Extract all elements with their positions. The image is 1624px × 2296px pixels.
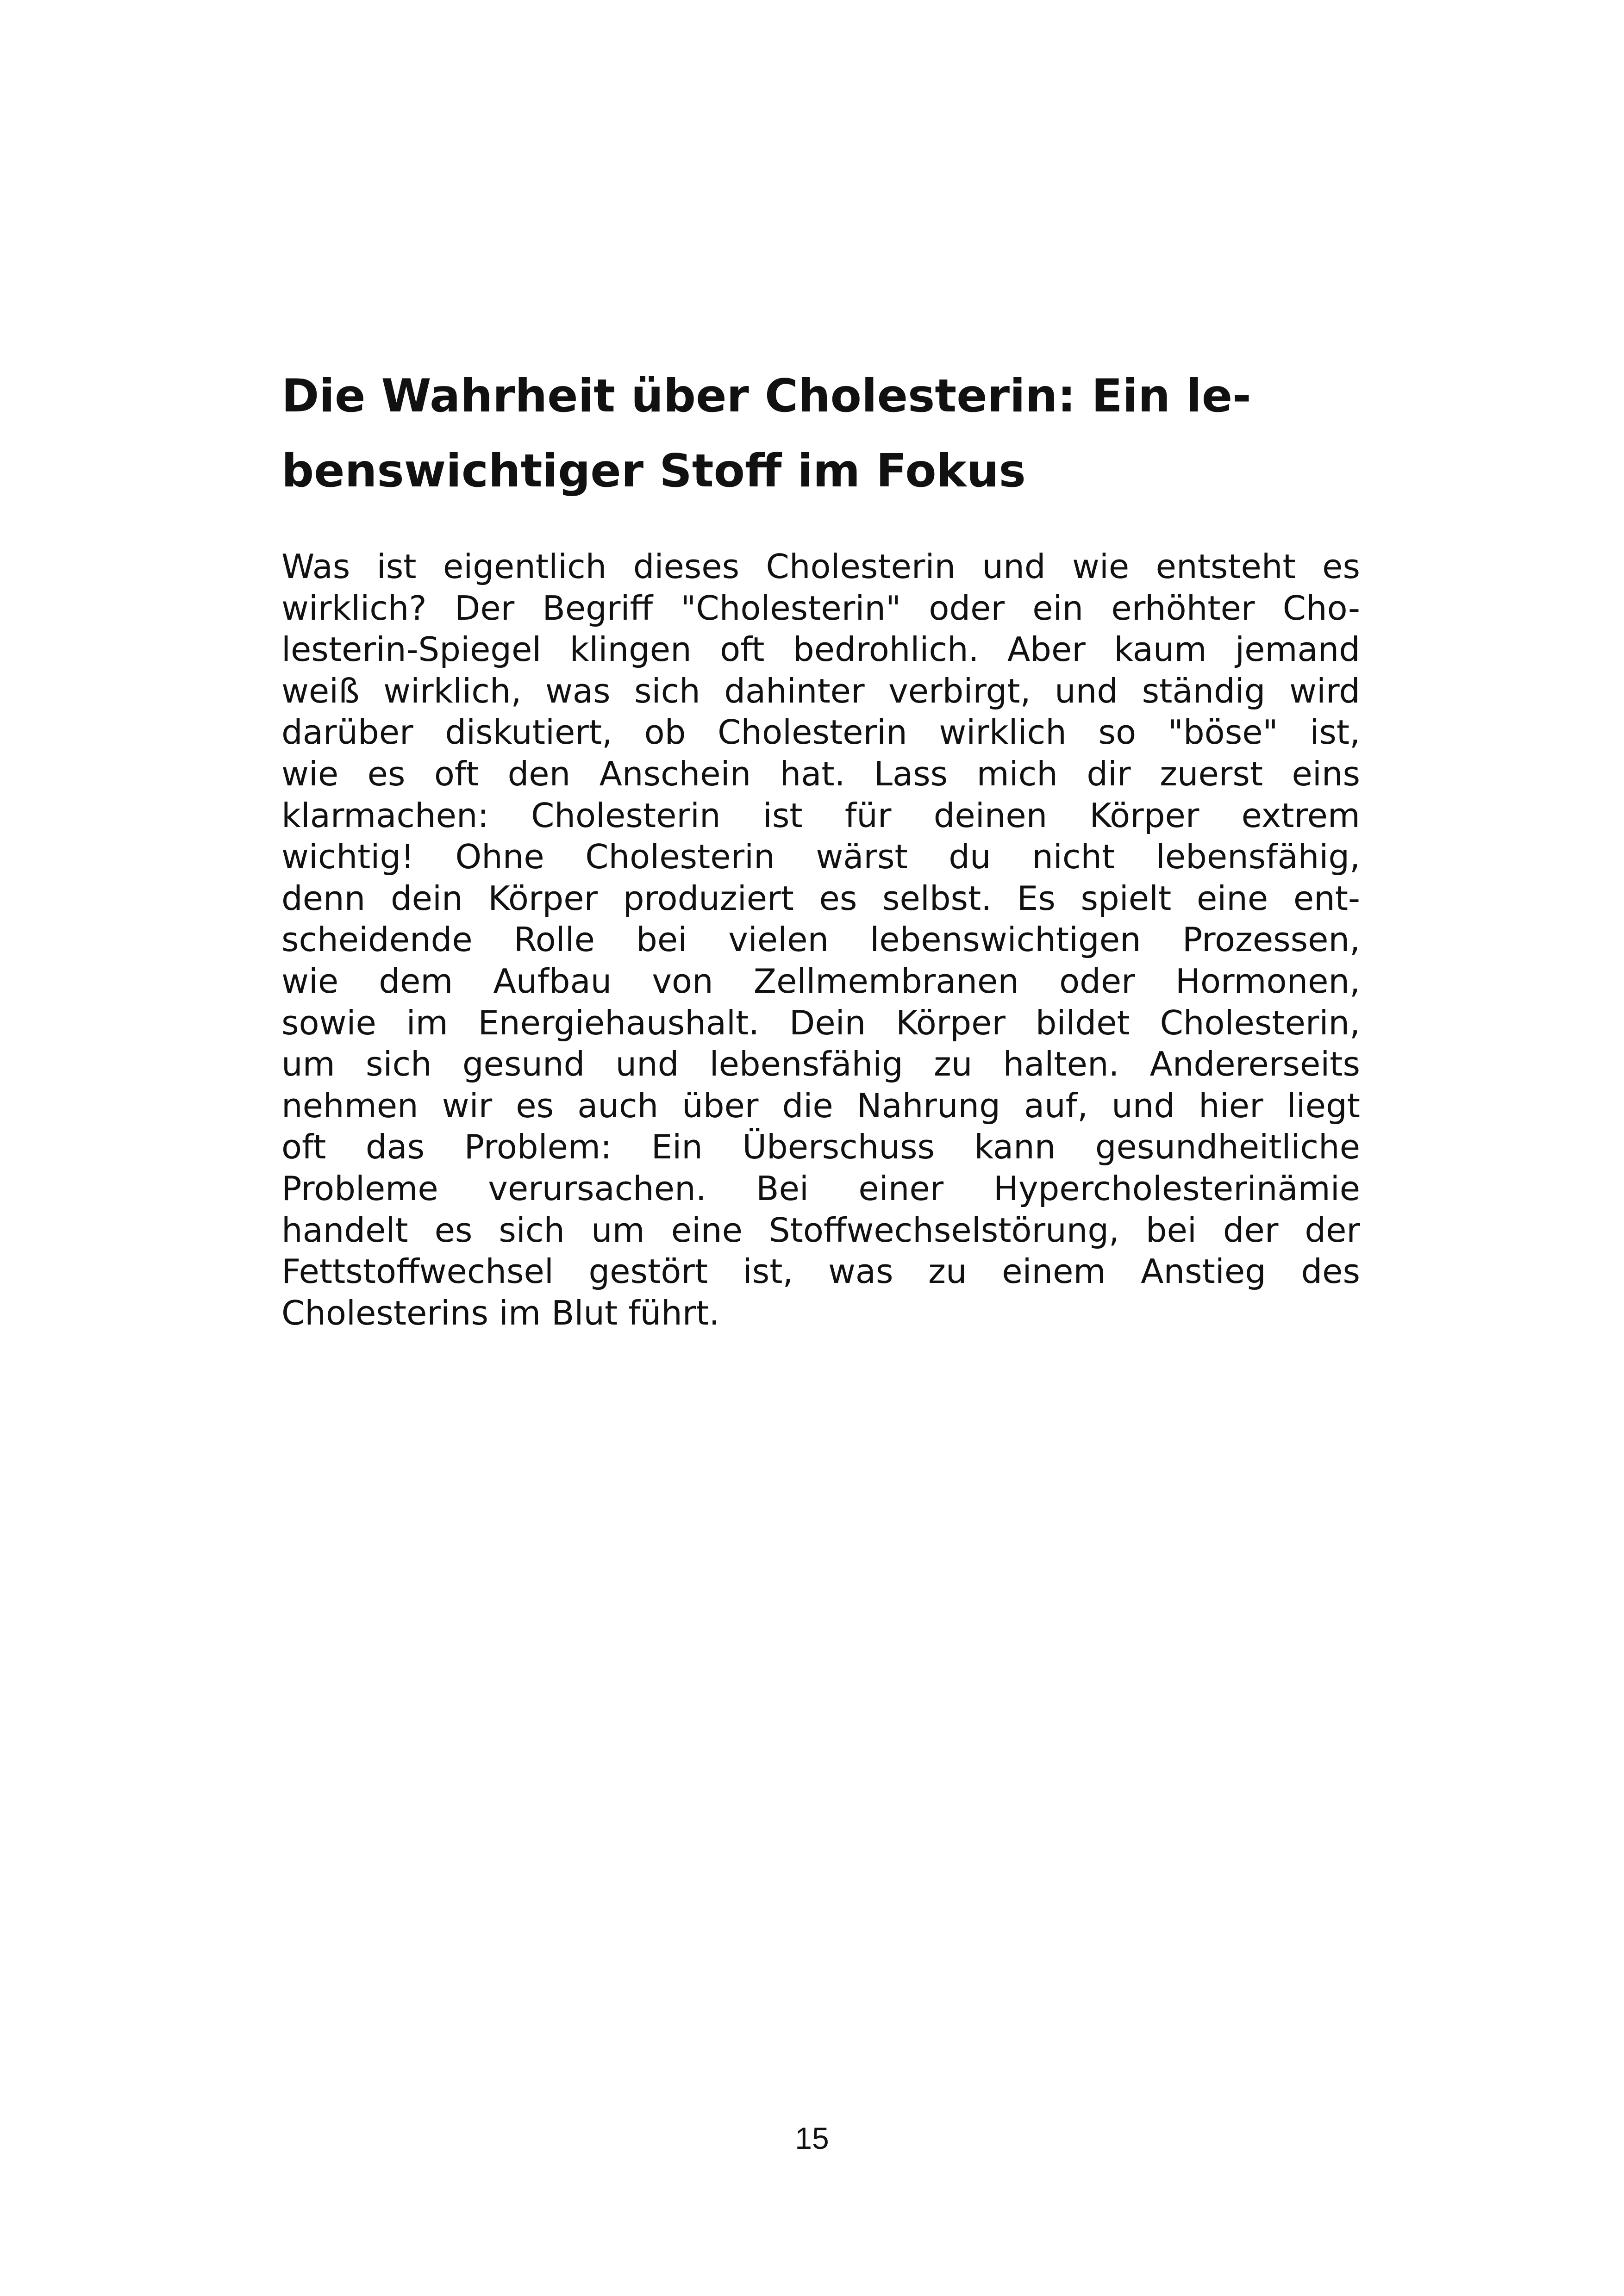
paragraph-line: Cholesterins im Blut führt.: [281, 1293, 720, 1332]
page-number: 15: [795, 2121, 829, 2155]
paragraph-line: weiß wirklich, was sich dahinter verbirgt, und ständig wird: [281, 671, 1360, 710]
chapter-heading-line: benswichtiger Stoff im Fokus: [281, 445, 1026, 498]
paragraph-line: Was ist eigentlich dieses Cholesterin und wie entsteht es: [281, 547, 1360, 586]
paragraph-line: wie dem Aufbau von Zellmembranen oder Hormonen,: [281, 961, 1360, 1001]
paragraph-line: wirklich? Der Begriff "Cholesterin" oder ein erhöhter Cho-: [281, 588, 1360, 628]
paragraph-line: oft das Problem: Ein Überschuss kann gesundheitliche: [281, 1127, 1360, 1167]
paragraph-line: klarmachen: Cholesterin ist für deinen Körper extrem: [281, 796, 1360, 835]
paragraph-line: Fettstoffwechsel gestört ist, was zu einem Anstieg des: [281, 1252, 1360, 1291]
chapter-heading: [281, 359, 1360, 509]
paragraph-line: scheidende Rolle bei vielen lebenswichtigen Prozessen,: [281, 920, 1360, 959]
paragraph-line: um sich gesund und lebensfähig zu halten. Andererseits: [281, 1045, 1360, 1084]
paragraph-line: darüber diskutiert, ob Cholesterin wirklich so "böse" ist,: [281, 713, 1360, 752]
paragraph-line: wichtig! Ohne Cholesterin wärst du nicht lebensfähig,: [281, 837, 1360, 877]
body-paragraph: [281, 546, 1360, 1334]
paragraph-line: denn dein Körper produziert es selbst. Es spielt eine ent-: [281, 878, 1360, 918]
paragraph-line: lesterin-Spiegel klingen oft bedrohlich. Aber kaum jemand: [281, 630, 1360, 669]
paragraph-line: Probleme verursachen. Bei einer Hypercholesterinämie: [281, 1169, 1360, 1208]
chapter-heading-line: Die Wahrheit über Cholesterin: Ein le-: [281, 370, 1251, 423]
paragraph-line: nehmen wir es auch über die Nahrung auf, und hier liegt: [281, 1086, 1360, 1125]
paragraph-line: sowie im Energiehaushalt. Dein Körper bildet Cholesterin,: [281, 1003, 1360, 1042]
paragraph-line: wie es oft den Anschein hat. Lass mich dir zuerst eins: [281, 754, 1360, 793]
paragraph-line: handelt es sich um eine Stoffwechselstörung, bei der der: [281, 1210, 1360, 1250]
